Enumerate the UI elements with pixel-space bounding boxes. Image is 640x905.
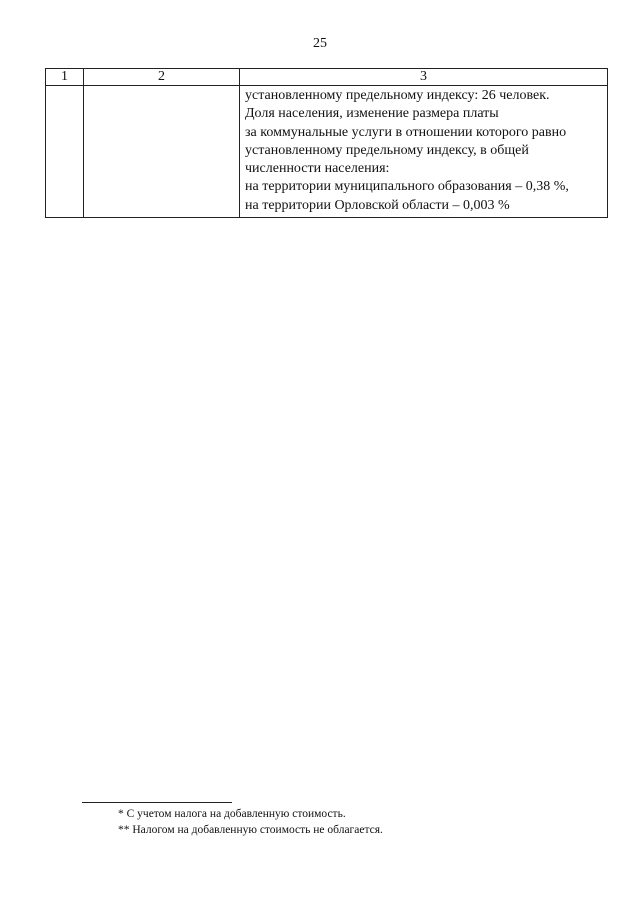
cell-text-line: на территории муниципального образования – 0,38 %, [245,179,569,195]
column-header-3: 3 [240,69,608,86]
table-row [46,86,608,218]
page-number: 25 [313,36,327,51]
cell-text-line: установленному предельному индексу: 26 человек. [245,88,550,103]
footnotes [118,806,383,838]
footnote-vat-exempt: ** Налогом на добавленную стоимость не облагается. [118,824,383,836]
cell-text-line: Доля населения, изменение размера платы [245,106,499,122]
cell-text-line: установленному предельному индексу, в общей [245,142,529,158]
footnote-vat-included: * С учетом налога на добавленную стоимость. [118,808,346,820]
table-cell-col2 [84,86,240,218]
cell-text-line: за коммунальные услуги в отношении которого равно [245,124,567,140]
table-cell-col1 [46,86,84,218]
column-header-1: 1 [46,69,84,86]
cell-text-line: на территории Орловской области – 0,003 % [245,197,510,213]
column-header-2: 2 [84,69,240,86]
footnote-separator [82,802,232,803]
table-cell-col3 [240,86,608,218]
cell-text-block [240,86,607,217]
cell-text-line: численности населения: [245,161,390,177]
data-table [45,68,608,218]
table-header-row [46,69,608,86]
